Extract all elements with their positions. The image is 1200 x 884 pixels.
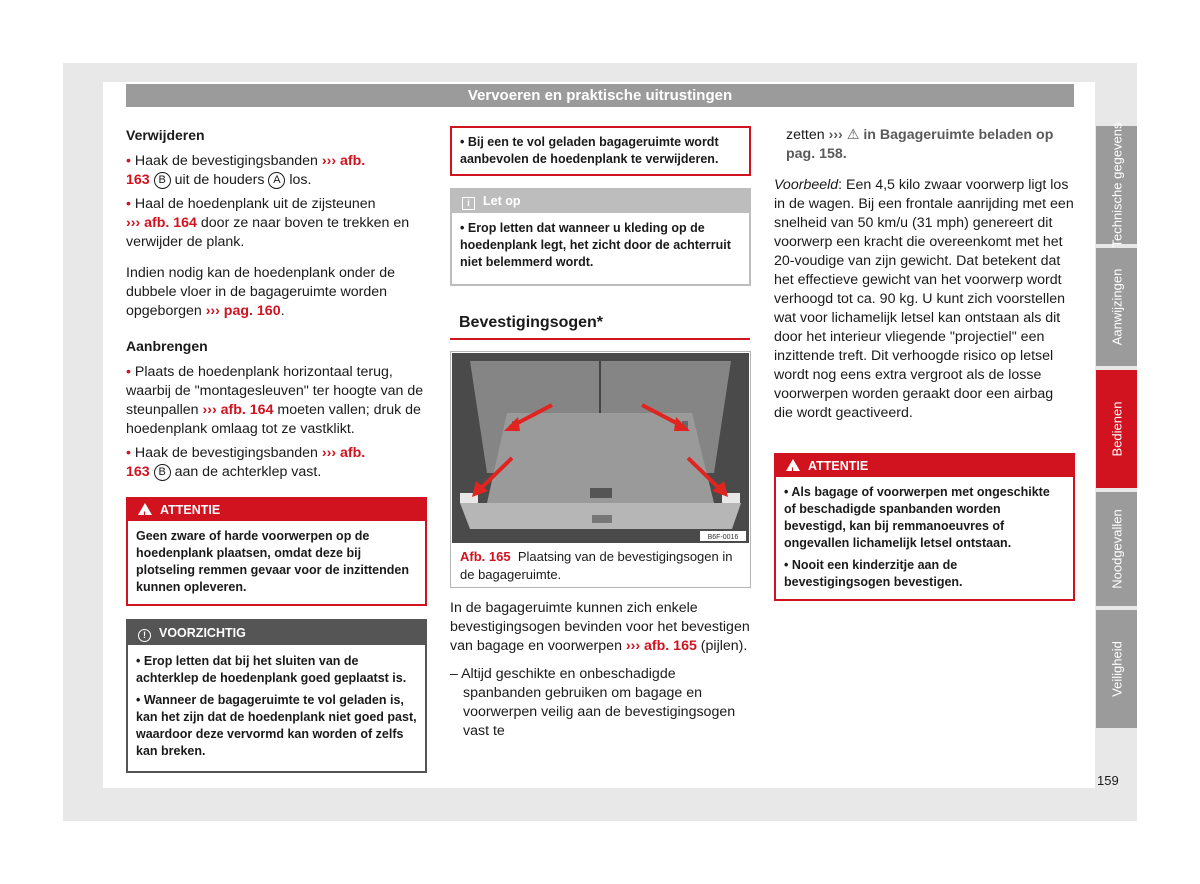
- dash-item: – Altijd geschikte en onbeschadigde spanbanden gebruiken om bagage en voorwerpen veilig aan de bevestigingsogen vast te: [450, 666, 736, 739]
- tab-bedienen[interactable]: Bedienen: [1096, 370, 1137, 488]
- paragraph-storage: Indien nodig kan de hoedenplank onder de dubbele vloer in de bagageruimte worden opgeborgen ››› pag. 160.: [126, 265, 396, 319]
- page-number: 159: [1097, 773, 1119, 788]
- trunk-illustration: [452, 353, 749, 543]
- caution-header: ! VOORZICHTIG: [128, 621, 425, 645]
- warning-item: • Als bagage of voorwerpen met ongeschikte of beschadigde spanbanden worden bevestigd, kan bij remmanoeuvres of ongevallen lichamelijk letsel ontstaan.: [784, 485, 1050, 550]
- continued-text: zetten ››› ⚠ in Bagageruimte beladen op pag. 158.: [786, 127, 1054, 162]
- bullet-apply-1: • Plaats de hoedenplank horizontaal terug, waarbij de "montagesleuven" ter hoogte van de steunpallen ››› afb. 164 moeten vallen; druk de hoedenplank omlaag tot ze vastklikt.: [126, 364, 424, 437]
- ref-link[interactable]: ››› afb. 164: [126, 215, 197, 231]
- tab-technische-gegevens[interactable]: Technische gegevens: [1096, 126, 1137, 244]
- paragraph-eyes: In de bagageruimte kunnen zich enkele bevestigingsogen bevinden voor het bevestigen van bagage en voorwerpen ››› afb. 165 (pijlen).: [450, 600, 750, 654]
- figure-box: [450, 351, 751, 588]
- note-box: [450, 188, 751, 286]
- ref-link[interactable]: ››› afb.: [321, 445, 366, 461]
- label-circle: B: [154, 172, 171, 189]
- warning-box-straps: [774, 453, 1075, 601]
- warning-item: • Nooit een kinderzitje aan de bevestigingsogen bevestigen.: [784, 558, 963, 589]
- section-title: Bevestigingsogen*: [459, 314, 604, 331]
- warning-header: !ATTENTIE: [128, 499, 425, 521]
- figure-code: B6F-0016: [707, 534, 739, 541]
- section-header: Vervoeren en praktische uitrustingen: [126, 84, 1074, 107]
- caution-item: • Erop letten dat bij het sluiten van de achterklep de hoedenplank goed geplaatst is.: [136, 654, 407, 685]
- warning-text: Geen zware of harde voorwerpen op de hoedenplank plaatsen, omdat deze bij plotseling remmen gevaar voor de inzittenden kunnen opleveren.: [136, 529, 409, 594]
- info-circle-icon: !: [138, 629, 151, 642]
- recommend-text: • Bij een te vol geladen bagageruimte wordt aanbevolen de hoedenplank te verwijderen.: [460, 135, 719, 166]
- ref-link[interactable]: ››› afb.: [321, 153, 366, 169]
- ref-link[interactable]: ››› afb. 164: [202, 402, 274, 418]
- tab-veiligheid[interactable]: Veiligheid: [1096, 610, 1137, 728]
- bullet-apply-2: • Haak de bevestigingsbanden ››› afb. 163 B aan de achterklep vast.: [126, 445, 366, 480]
- column-right: [774, 126, 1074, 423]
- ref-link[interactable]: ››› ⚠ in Bagageruimte beladen op pag. 158: [786, 127, 1054, 162]
- ref-link[interactable]: 163: [126, 464, 150, 480]
- column-middle-text: [450, 599, 750, 741]
- caution-box: [126, 619, 427, 773]
- section-heading: [450, 314, 750, 340]
- ref-link[interactable]: ››› pag. 160: [205, 303, 281, 319]
- caution-item: • Wanneer de bagageruimte te vol geladen is, kan het zijn dat de hoedenplank niet goed past, waardoor deze vervormd kan worden of zelfs kan breken.: [136, 693, 417, 758]
- label-circle: B: [154, 464, 171, 481]
- note-text: • Erop letten dat wanneer u kleding op de hoedenplank legt, het zicht door de achterruit niet belemmerd wordt.: [460, 221, 731, 269]
- column-left: [126, 126, 426, 482]
- warning-icon: [138, 503, 152, 515]
- info-icon: i: [462, 197, 475, 210]
- label-circle: A: [268, 172, 285, 189]
- warning-icon: [786, 459, 800, 471]
- note-header: i Let op: [452, 190, 749, 213]
- tab-aanwijzingen[interactable]: Aanwijzingen: [1096, 248, 1137, 366]
- bullet-remove-1: • Haak de bevestigingsbanden ››› afb. 163 B uit de houders A los.: [126, 153, 366, 188]
- ref-link[interactable]: ››› afb. 165: [625, 638, 697, 654]
- figure-caption: Afb. 165 Plaatsing van de bevestigingsogen in de bagageruimte.: [460, 549, 733, 582]
- warning-box-hatrack: [126, 497, 427, 606]
- ref-link[interactable]: 163: [126, 172, 150, 188]
- warning-header: !ATTENTIE: [776, 455, 1073, 477]
- heading-remove: Verwijderen: [126, 127, 205, 143]
- bullet-remove-2: • Haal de hoedenplank uit de zijsteunen ››› afb. 164 door ze naar boven te trekken en verwijder de plank.: [126, 196, 410, 250]
- recommend-box: [450, 126, 751, 176]
- heading-apply: Aanbrengen: [126, 338, 208, 354]
- tab-noodgevallen[interactable]: Noodgevallen: [1096, 492, 1137, 606]
- example-paragraph: Voorbeeld: Een 4,5 kilo zwaar voorwerp ligt los in de wagen. Bij een frontale aanrijding met een snelheid van 50 km/u (31 mph) genereert dit voorwerp een kracht die overeenkomt met het 20-voudige van zijn gewicht. Dat betekent dat het effectieve gewicht van het voorwerp wordt verhoogd tot ca. 90 kg. U kunt zich voorstellen wat voor lichamelijk letsel kan ontstaan als dit door het interieur vliegende "projectiel" een inzittende treft. Dit verhoogde risico op letsel wordt nog eens extra vergroot als de losse voorwerpen worden geraakt door een airbag die wordt geactiveerd.: [774, 177, 1074, 421]
